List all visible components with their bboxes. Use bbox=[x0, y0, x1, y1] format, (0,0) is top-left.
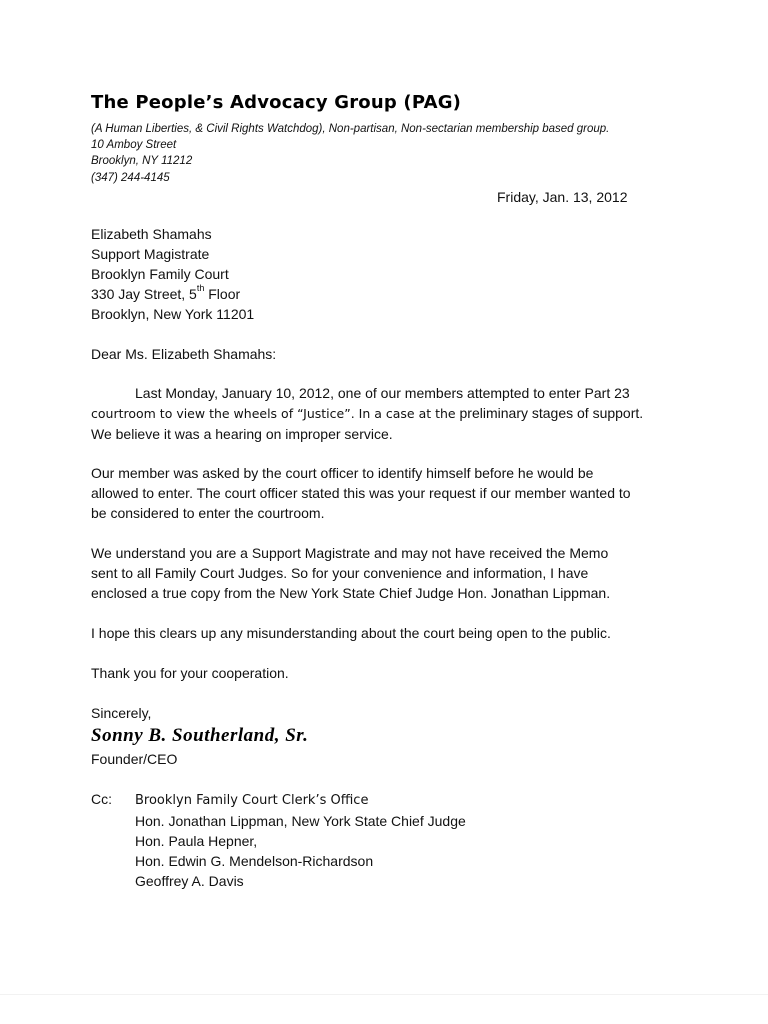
body-paragraph-5: Thank you for your cooperation. bbox=[91, 665, 289, 681]
signature: Sonny B. Southerland, Sr. bbox=[91, 725, 309, 746]
recipient-city: Brooklyn, New York 11201 bbox=[91, 306, 255, 322]
cc-recipient: Hon. Jonathan Lippman, New York State Chief Judge bbox=[135, 813, 466, 829]
cc-recipient: Hon. Edwin G. Mendelson-Richardson bbox=[135, 853, 374, 869]
organization-city: Brooklyn, NY 11212 bbox=[91, 155, 193, 167]
recipient-street: 330 Jay Street, 5th Floor bbox=[91, 283, 241, 302]
signer-title: Founder/CEO bbox=[91, 751, 178, 767]
page-edge-divider bbox=[0, 994, 768, 995]
cc-list bbox=[135, 791, 466, 891]
body-paragraph-3: We understand you are a Support Magistrate and may not have received the Memo sent to all Family Court Judges. So for your convenience and information, I have enclosed a true copy from the New York State Chief Judge Hon. Jonathan Lippman. bbox=[91, 545, 611, 601]
recipient-court: Brooklyn Family Court bbox=[91, 266, 229, 282]
closing: Sincerely, bbox=[91, 705, 152, 721]
organization-name: The People’s Advocacy Group (PAG) bbox=[91, 92, 462, 113]
organization-description: (A Human Liberties, & Civil Rights Watchdog), Non-partisan, Non-sectarian membership based group. bbox=[91, 123, 610, 135]
recipient-title: Support Magistrate bbox=[91, 246, 210, 262]
organization-phone: (347) 244-4145 bbox=[91, 172, 170, 184]
cc-label: Cc: bbox=[91, 791, 112, 807]
cc-recipient: Hon. Paula Hepner, bbox=[135, 833, 258, 849]
recipient-name: Elizabeth Shamahs bbox=[91, 226, 212, 242]
body-paragraph-1: Last Monday, January 10, 2012, one of our members attempted to enter Part 23 courtroom to view the wheels of “Justice”. In a case at the preliminary stages of support. We believe it was a hearing on improper service. bbox=[91, 385, 644, 442]
letter-date: Friday, Jan. 13, 2012 bbox=[497, 189, 628, 205]
salutation: Dear Ms. Elizabeth Shamahs: bbox=[91, 346, 277, 362]
body-paragraph-2: Our member was asked by the court officer to identify himself before he would be allowed to enter. The court officer stated this was your request if our member wanted to be considered to enter the courtroom. bbox=[91, 465, 631, 521]
organization-street: 10 Amboy Street bbox=[91, 139, 177, 151]
body-paragraph-4: I hope this clears up any misunderstanding about the court being open to the public. bbox=[91, 625, 611, 641]
cc-recipient: Brooklyn Family Court Clerk’s Office bbox=[135, 793, 369, 808]
cc-recipient: Geoffrey A. Davis bbox=[135, 873, 244, 889]
